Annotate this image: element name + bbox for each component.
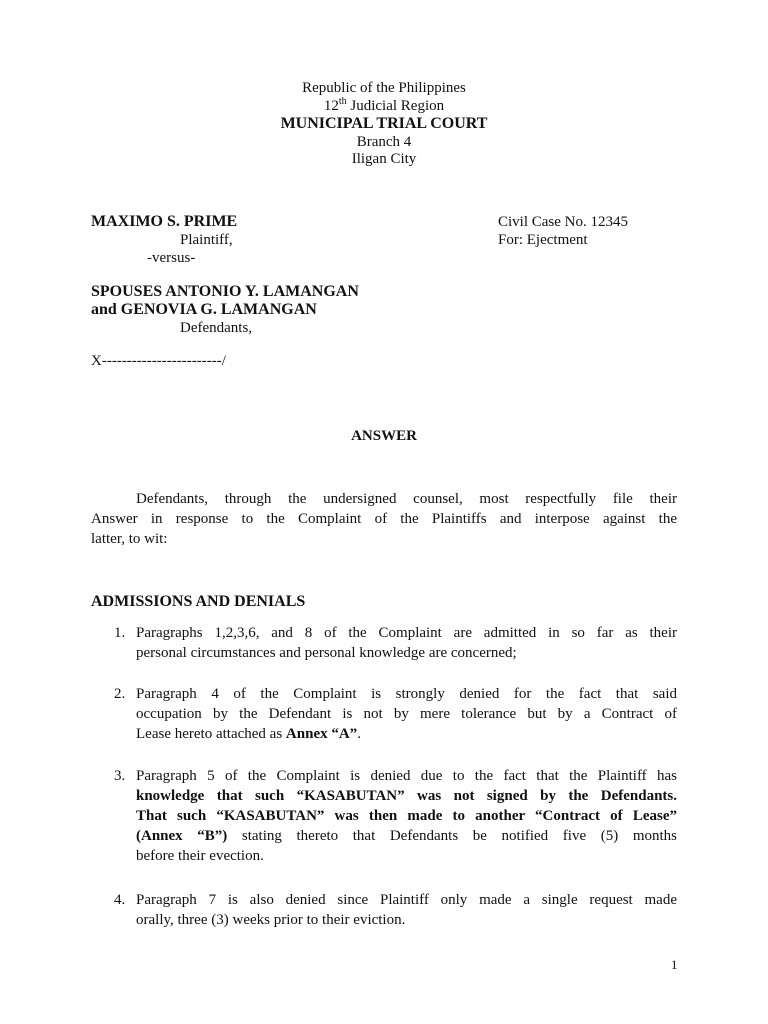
page-number: 1 bbox=[671, 957, 678, 972]
item-1-line-2: personal circumstances and personal knowledge are concerned; bbox=[136, 645, 517, 661]
case-nature: For: Ejectment bbox=[498, 232, 588, 248]
annex-a-reference: Annex “A” bbox=[285, 726, 358, 742]
item-3-line-5: before their evection. bbox=[136, 848, 264, 864]
header-court: MUNICIPAL TRIAL COURT bbox=[280, 115, 488, 132]
item-2-line-2: occupation by the Defendant is not by mere tolerance but by a Contract of bbox=[136, 706, 677, 722]
defendant-label: Defendants, bbox=[180, 320, 253, 336]
item-3-line-4-text: stating thereto that Defendants be notified five (5) months bbox=[227, 828, 677, 844]
case-number: Civil Case No. 12345 bbox=[498, 214, 628, 230]
header-region bbox=[0, 96, 768, 116]
region-number: 12 bbox=[323, 98, 339, 114]
item-3-line-3: That such “KASABUTAN” was then made to another “Contract of Lease” bbox=[136, 808, 677, 824]
item-2-line-3-end: . bbox=[357, 726, 361, 742]
intro-line-3: latter, to wit: bbox=[91, 531, 168, 547]
item-2-line-3-text: Lease hereto attached as bbox=[136, 726, 286, 742]
plaintiff-label: Plaintiff, bbox=[180, 232, 233, 248]
item-1-line-1: Paragraphs 1,2,3,6, and 8 of the Complaint are admitted in so far as their bbox=[136, 625, 677, 641]
item-4-line-2: orally, three (3) weeks prior to their eviction. bbox=[136, 912, 406, 928]
item-3-number: 3. bbox=[114, 768, 126, 784]
item-2-line-1: Paragraph 4 of the Complaint is strongly denied for the fact that said bbox=[136, 686, 677, 702]
item-4-line-1: Paragraph 7 is also denied since Plaintiff only made a single request made bbox=[136, 892, 677, 908]
region-label: Judicial Region bbox=[346, 98, 445, 114]
defendant-name-line1: SPOUSES ANTONIO Y. LAMANGAN bbox=[91, 283, 359, 300]
intro-line-1: Defendants, through the undersigned counsel, most respectfully file their bbox=[136, 491, 677, 507]
defendant-name-line2: and GENOVIA G. LAMANGAN bbox=[91, 301, 317, 318]
caption-divider: X------------------------/ bbox=[91, 353, 226, 369]
item-3-line-4 bbox=[136, 826, 677, 846]
section-heading: ADMISSIONS AND DENIALS bbox=[91, 593, 306, 610]
header-republic: Republic of the Philippines bbox=[302, 80, 466, 96]
plaintiff-name: MAXIMO S. PRIME bbox=[91, 213, 238, 230]
item-1-number: 1. bbox=[114, 625, 126, 641]
intro-line-2: Answer in response to the Complaint of the Plaintiffs and interpose against the bbox=[91, 511, 677, 527]
item-3-line-2: knowledge that such “KASABUTAN” was not signed by the Defendants. bbox=[136, 788, 677, 804]
annex-b-reference: (Annex “B”) bbox=[136, 828, 228, 844]
item-3-line-1: Paragraph 5 of the Complaint is denied due to the fact that the Plaintiff has bbox=[136, 768, 677, 784]
item-2-line-3 bbox=[136, 724, 361, 744]
region-ordinal: th bbox=[338, 96, 347, 107]
document-title: ANSWER bbox=[351, 428, 417, 444]
versus-label: -versus- bbox=[147, 250, 196, 266]
item-4-number: 4. bbox=[114, 892, 126, 908]
header-city: Iligan City bbox=[351, 151, 417, 167]
header-branch: Branch 4 bbox=[356, 134, 412, 150]
item-2-number: 2. bbox=[114, 686, 126, 702]
